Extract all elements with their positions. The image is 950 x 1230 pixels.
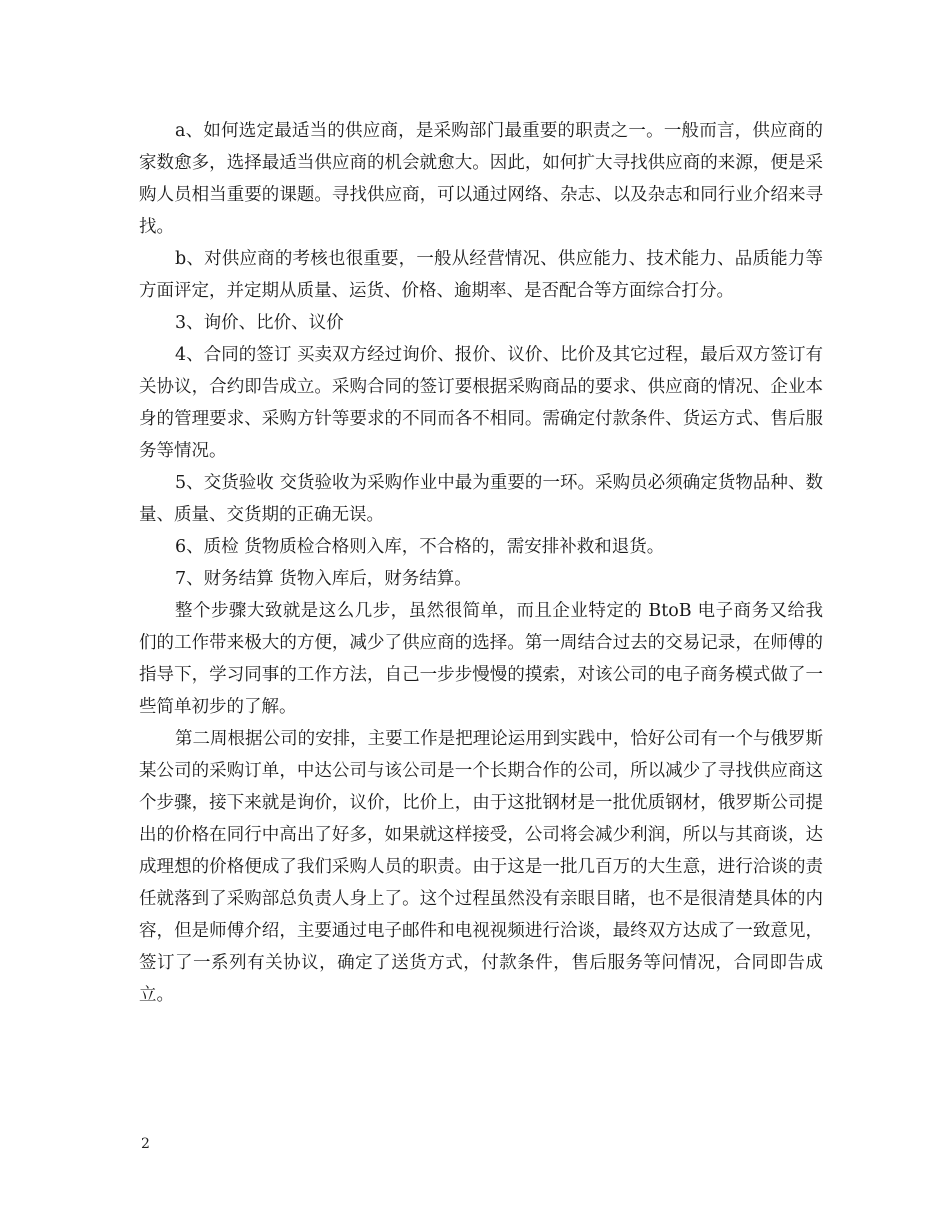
document-body [139, 115, 823, 1011]
paragraph-inquiry-comparison: 3、询价、比价、议价 [175, 313, 344, 333]
page-number: 2 [141, 1136, 150, 1152]
paragraph-week-one-summary: 整个步骤大致就是这么几步，虽然很简单，而且企业特定的 BtoB 电子商务又给我们的工作带来极大的方便，减少了供应商的选择。第一周结合过去的交易记录，在师傅的指导下，学习同事的工作方法，自己一步步慢慢的摸索，对该公司的电子商务模式做了一些简单初步的了解。 [139, 601, 823, 717]
paragraph-quality-inspection: 6、质检 货物质检合格则入库，不合格的，需安排补救和退货。 [175, 537, 665, 557]
paragraph-week-two-summary: 第二周根据公司的安排，主要工作是把理论运用到实践中，恰好公司有一个与俄罗斯某公司的采购订单，中达公司与该公司是一个长期合作的公司，所以减少了寻找供应商这个步骤，接下来就是询价，议价，比价上，由于这批钢材是一批优质钢材，俄罗斯公司提出的价格在同行中高出了好多，如果就这样接受，公司将会减少利润，所以与其商谈，达成理想的价格便成了我们采购人员的职责。由于这是一批几百万的大生意，进行洽谈的责任就落到了采购部总负责人身上了。这个过程虽然没有亲眼目睹，也不是很清楚具体的内容，但是师傅介绍，主要通过电子邮件和电视视频进行洽谈，最终双方达成了一致意见，签订了一系列有关协议，确定了送货方式，付款条件，售后服务等问情况，合同即告成立。 [139, 729, 823, 1005]
paragraph-delivery-acceptance: 5、交货验收 交货验收为采购作业中最为重要的一环。采购员必须确定货物品种、数量、质量、交货期的正确无误。 [139, 473, 823, 525]
paragraph-financial-settlement: 7、财务结算 货物入库后，财务结算。 [175, 569, 472, 589]
paragraph-contract-signing: 4、合同的签订 买卖双方经过询价、报价、议价、比价及其它过程，最后双方签订有关协议，合约即告成立。采购合同的签订要根据采购商品的要求、供应商的情况、企业本身的管理要求、采购方针等要求的不同而各不相同。需确定付款条件、货运方式、售后服务等情况。 [139, 345, 823, 461]
paragraph-supplier-evaluation: b、对供应商的考核也很重要，一般从经营情况、供应能力、技术能力、品质能力等方面评定，并定期从质量、运货、价格、逾期率、是否配合等方面综合打分。 [139, 249, 823, 301]
paragraph-supplier-selection: a、如何选定最适当的供应商，是采购部门最重要的职责之一。一般而言，供应商的家数愈多，选择最适当供应商的机会就愈大。因此，如何扩大寻找供应商的来源，便是采购人员相当重要的课题。寻找供应商，可以通过网络、杂志、以及杂志和同行业介绍来寻找。 [139, 121, 823, 237]
